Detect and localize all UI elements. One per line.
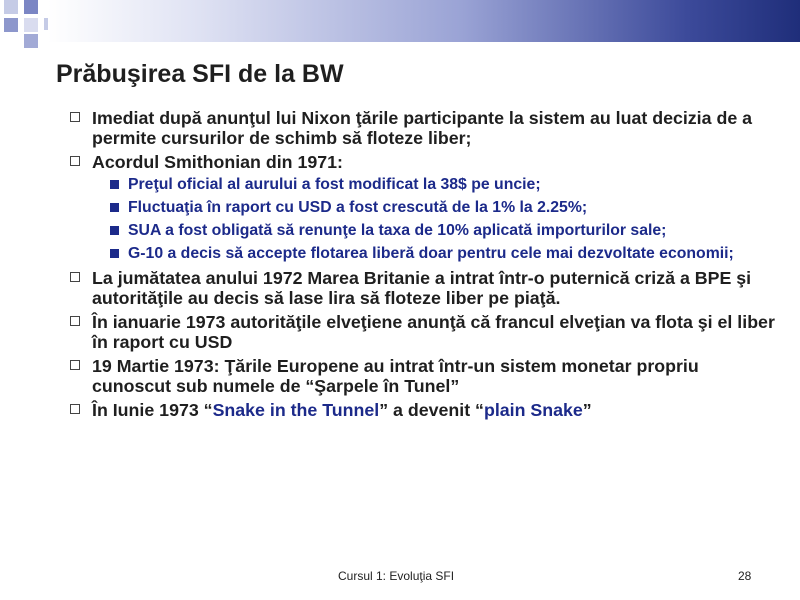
bullet-text: 19 Martie 1973: Ţările Europene au intrat într-un sistem monetar propriu cunoscut sub numele de “Şarpele în Tunel”: [92, 356, 699, 396]
deco-square: [24, 34, 38, 48]
bullet-item: [66, 400, 776, 420]
bullet-item: [66, 268, 776, 308]
header-gradient-band: [48, 0, 800, 42]
bullet-item: [66, 108, 776, 148]
footer-text: Cursul 1: Evoluţia SFI: [338, 569, 455, 583]
highlight-snake-in-tunnel: Snake in the Tunnel: [212, 400, 380, 420]
hollow-square-bullet-icon: [70, 112, 80, 122]
bullet-item: [66, 312, 776, 352]
bullet-list: [66, 108, 776, 424]
header-decoration: [0, 0, 800, 50]
deco-square: [4, 18, 18, 32]
sub-bullet-item: [66, 222, 776, 240]
sub-bullet-text: SUA a fost obligată să renunţe la taxa de 10% aplicată importurilor sale;: [128, 222, 667, 239]
filled-square-bullet-icon: [110, 226, 119, 235]
bullet-text-middle: ” a devenit “: [379, 400, 484, 420]
bullet-text-start: În Iunie 1973 “: [92, 400, 213, 420]
bullet-text: În ianuarie 1973 autorităţile elveţiene anunţă că francul elveţian va flota şi el liber în raport cu USD: [92, 312, 775, 352]
filled-square-bullet-icon: [110, 180, 119, 189]
page-number: 28: [738, 569, 752, 583]
slide-title: Prăbuşirea SFI de la BW: [56, 60, 344, 88]
hollow-square-bullet-icon: [70, 316, 80, 326]
bullet-text-end: ”: [582, 400, 592, 420]
deco-square: [24, 0, 38, 14]
sub-bullet-text: G-10 a decis să accepte flotarea liberă doar pentru cele mai dezvoltate economii;: [128, 245, 734, 262]
deco-square: [4, 0, 18, 14]
bullet-item: [66, 356, 776, 396]
sub-bullet-item: [66, 199, 776, 217]
hollow-square-bullet-icon: [70, 404, 80, 414]
sub-bullet-text: Preţul oficial al aurului a fost modificat la 38$ pe uncie;: [128, 176, 541, 193]
deco-square: [24, 18, 38, 32]
bullet-text: Acordul Smithonian din 1971:: [92, 152, 343, 172]
bullet-text: Imediat după anunţul lui Nixon ţările participante la sistem au luat decizia de a permite cursurilor de schimb să floteze liber;: [92, 108, 753, 148]
hollow-square-bullet-icon: [70, 360, 80, 370]
bullet-text: La jumătatea anului 1972 Marea Britanie a intrat într-o puternică criză a BPE şi autorităţile au decis să lase lira să floteze liber pe piaţă.: [92, 268, 752, 308]
highlight-plain-snake: plain Snake: [483, 400, 583, 420]
hollow-square-bullet-icon: [70, 272, 80, 282]
sub-bullet-text: Fluctuaţia în raport cu USD a fost crescută de la 1% la 2.25%;: [128, 199, 588, 216]
filled-square-bullet-icon: [110, 249, 119, 258]
hollow-square-bullet-icon: [70, 156, 80, 166]
bullet-item: [66, 152, 776, 172]
filled-square-bullet-icon: [110, 203, 119, 212]
sub-bullet-item: [66, 245, 776, 263]
sub-bullet-item: [66, 176, 776, 194]
